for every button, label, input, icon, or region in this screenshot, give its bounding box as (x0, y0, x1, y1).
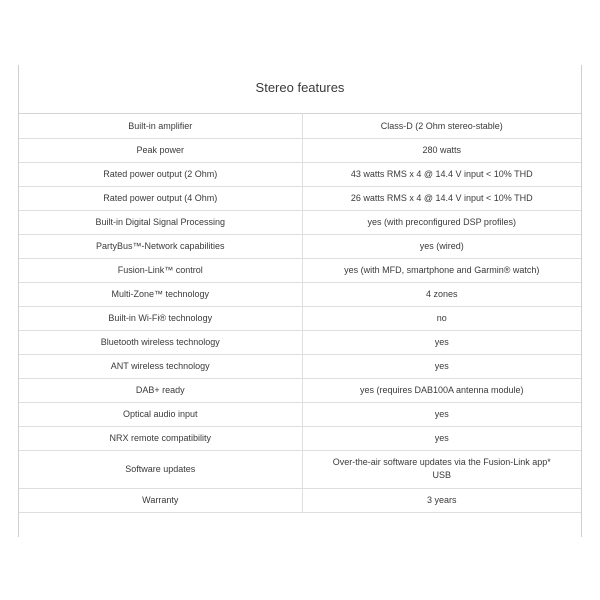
table-row (19, 258, 581, 282)
table-row (19, 210, 581, 234)
spec-value: yes (302, 426, 581, 450)
spec-label: NRX remote compatibility (19, 426, 302, 450)
table-row (19, 354, 581, 378)
table-row (19, 450, 581, 488)
table-row (19, 234, 581, 258)
spec-value: yes (302, 330, 581, 354)
table-row (19, 426, 581, 450)
table-row (19, 306, 581, 330)
spec-value: yes (wired) (302, 234, 581, 258)
table-row (19, 378, 581, 402)
spec-label: Built-in amplifier (19, 114, 302, 138)
spec-value: 4 zones (302, 282, 581, 306)
table-row (19, 402, 581, 426)
table-row (19, 282, 581, 306)
spec-value: no (302, 306, 581, 330)
spec-value: Class-D (2 Ohm stereo-stable) (302, 114, 581, 138)
spec-label: DAB+ ready (19, 378, 302, 402)
spec-label: Rated power output (4 Ohm) (19, 186, 302, 210)
spec-value: yes (with MFD, smartphone and Garmin® watch) (302, 258, 581, 282)
spec-value (302, 450, 581, 488)
spec-label: Software updates (19, 450, 302, 488)
spec-value: yes (302, 402, 581, 426)
spec-table (19, 114, 581, 513)
spec-label: Bluetooth wireless technology (19, 330, 302, 354)
spec-label: Fusion-Link™ control (19, 258, 302, 282)
table-row (19, 330, 581, 354)
spec-label: Warranty (19, 488, 302, 512)
spec-label: Optical audio input (19, 402, 302, 426)
table-row (19, 138, 581, 162)
spec-value: yes (302, 354, 581, 378)
spec-label: Peak power (19, 138, 302, 162)
spec-value: yes (requires DAB100A antenna module) (302, 378, 581, 402)
spec-value: 26 watts RMS x 4 @ 14.4 V input < 10% THD (302, 186, 581, 210)
spec-value: 280 watts (302, 138, 581, 162)
spec-label: PartyBus™-Network capabilities (19, 234, 302, 258)
spec-value-line: USB (432, 470, 451, 480)
stereo-features-panel (18, 65, 582, 537)
table-row (19, 162, 581, 186)
spec-label: Built-in Wi-Fi® technology (19, 306, 302, 330)
table-row (19, 488, 581, 512)
spec-label: Built-in Digital Signal Processing (19, 210, 302, 234)
section-title: Stereo features (19, 65, 581, 114)
spec-value-line: Over-the-air software updates via the Fusion-Link app* (332, 457, 551, 467)
table-row (19, 114, 581, 138)
spec-value: yes (with preconfigured DSP profiles) (302, 210, 581, 234)
spec-label: ANT wireless technology (19, 354, 302, 378)
spec-value: 43 watts RMS x 4 @ 14.4 V input < 10% THD (302, 162, 581, 186)
spec-label: Multi-Zone™ technology (19, 282, 302, 306)
spec-label: Rated power output (2 Ohm) (19, 162, 302, 186)
spec-value: 3 years (302, 488, 581, 512)
table-row (19, 186, 581, 210)
